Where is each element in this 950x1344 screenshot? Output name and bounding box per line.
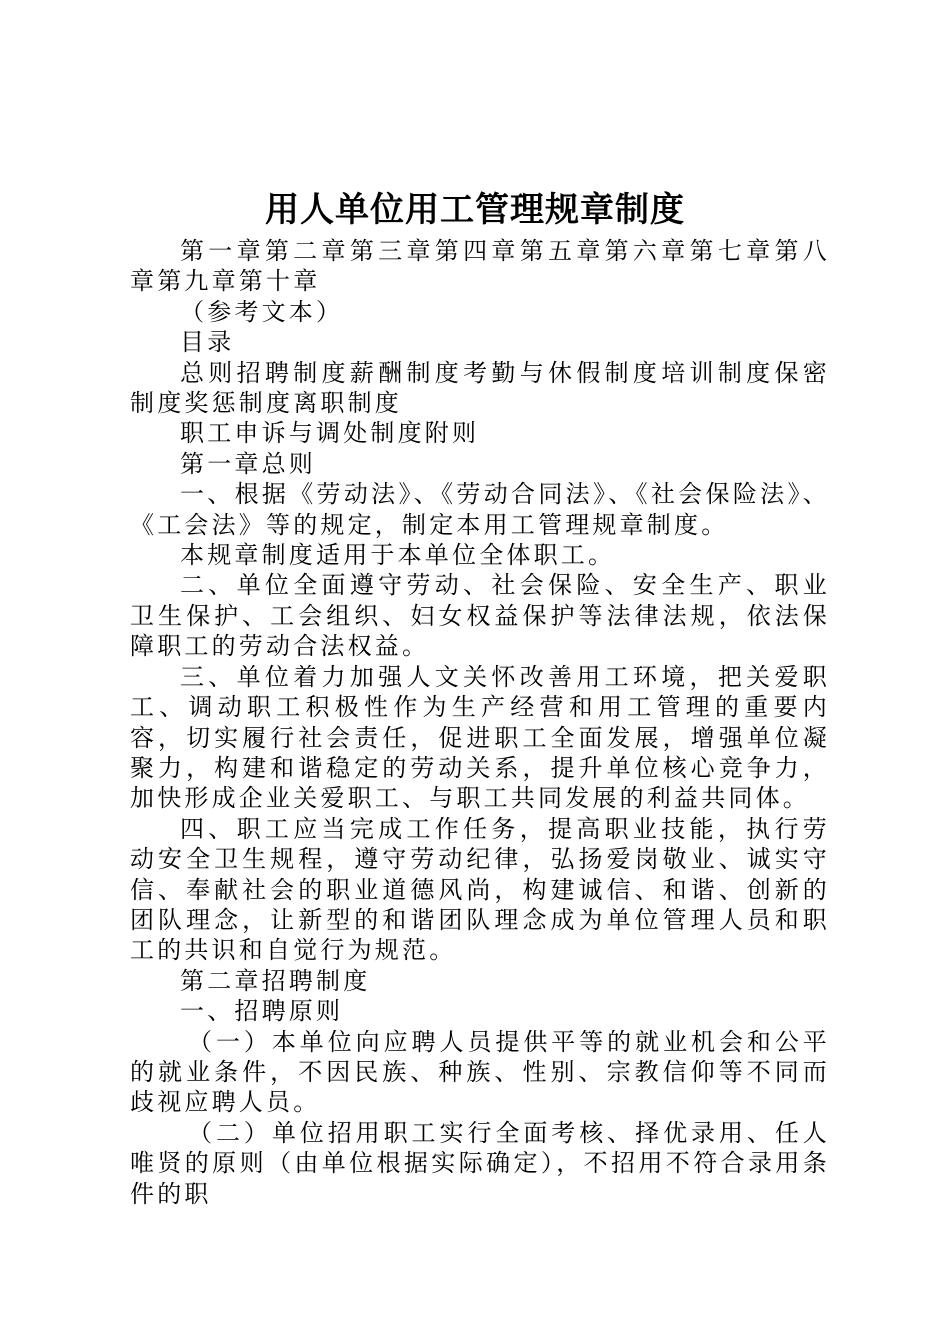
section-heading: 一、招聘原则 [180, 997, 344, 1026]
chapter-list-paragraph: 第一章第二章第三章第四章第五章第六章第七章第八章第九章第十章 [130, 237, 830, 296]
body-paragraph: 本规章制度适用于本单位全体职工。 [180, 541, 616, 570]
body-paragraph: 一、根据《劳动法》、《劳动合同法》、《社会保险法》、《工会法》等的规定，制定本用工管理规章制度。 [130, 480, 830, 539]
toc-items: 总则招聘制度薪酬制度考勤与休假制度培训制度保密制度奖惩制度离职制度 [130, 358, 830, 418]
body-paragraph: （二）单位招用职工实行全面考核、择优录用、任人唯贤的原则（由单位根据实际确定），不招用不符合录用条件的职 [130, 1118, 830, 1208]
document-title: 用人单位用工管理规章制度 [265, 190, 685, 230]
toc-heading: 目录 [180, 328, 235, 357]
toc-items-continued: 职工申诉与调处制度附则 [180, 419, 480, 448]
chapter-heading: 第二章招聘制度 [180, 966, 371, 995]
reference-note: （参考文本） [180, 297, 344, 326]
document-body [130, 236, 830, 1209]
body-paragraph: （一）本单位向应聘人员提供平等的就业机会和公平的就业条件，不因民族、种族、性别、宗教信仰等不同而歧视应聘人员。 [130, 1027, 830, 1117]
chapter-heading: 第一章总则 [180, 449, 316, 478]
body-paragraph: 四、职工应当完成工作任务，提高职业技能，执行劳动安全卫生规程，遵守劳动纪律，弘扬爱岗敬业、诚实守信、奉献社会的职业道德风尚，构建诚信、和谐、创新的团队理念，让新型的和谐团队理念成为单位管理人员和职工的共识和自觉行为规范。 [130, 814, 830, 965]
body-paragraph: 二、单位全面遵守劳动、社会保险、安全生产、职业卫生保护、工会组织、妇女权益保护等法律法规，依法保障职工的劳动合法权益。 [130, 571, 830, 661]
body-paragraph: 三、单位着力加强人文关怀改善用工环境，把关爱职工、调动职工积极性作为生产经营和用工管理的重要内容，切实履行社会责任，促进职工全面发展，增强单位凝聚力，构建和谐稳定的劳动关系，提升单位核心竞争力，加快形成企业关爱职工、与职工共同发展的利益共同体。 [130, 662, 830, 813]
